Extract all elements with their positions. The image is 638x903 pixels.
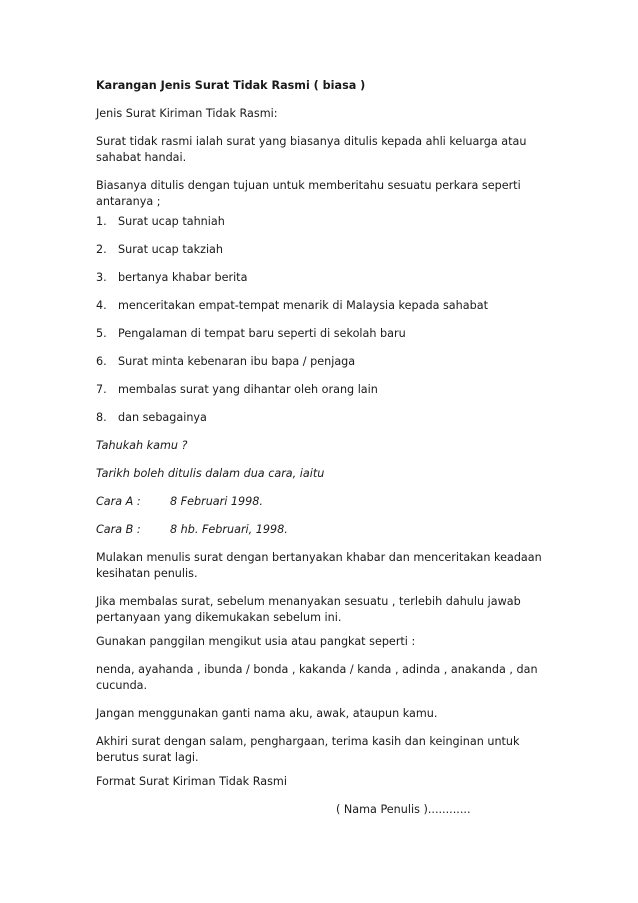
list-item: [96, 242, 223, 258]
akhiri-line-2: berutus surat lagi.: [96, 751, 199, 764]
list-item: [96, 298, 488, 314]
mulakan-line-1: Mulakan menulis surat dengan bertanyakan khabar dan menceritakan keadaan: [96, 551, 542, 564]
intro-line-2: sahabat handai.: [96, 151, 187, 164]
jika-line-2: pertanyaan yang dikemukakan sebelum ini.: [96, 611, 342, 624]
jika-line-1: Jika membalas surat, sebelum menanyakan sesuatu , terlebih dahulu jawab: [96, 595, 521, 608]
list-text: Surat minta kebenaran ibu bapa / penjaga: [118, 355, 356, 368]
list-text: membalas surat yang dihantar oleh orang lain: [118, 383, 378, 396]
list-text: bertanya khabar berita: [118, 271, 248, 284]
panggilan-line-1: nenda, ayahanda , ibunda / bonda , kakanda / kanda , adinda , anakanda , dan: [96, 663, 538, 676]
nama-penulis: ( Nama Penulis )............: [336, 803, 471, 816]
list-number: 1.: [96, 215, 107, 228]
tahukah-heading: Tahukah kamu ?: [96, 439, 188, 452]
cara-a-value: 8 Februari 1998.: [170, 495, 263, 508]
list-number: 5.: [96, 327, 107, 340]
jangan-text: Jangan menggunakan ganti nama aku, awak, ataupun kamu.: [96, 707, 438, 720]
panggilan-line-2: cucunda.: [96, 679, 148, 692]
list-number: 3.: [96, 271, 107, 284]
cara-b-value: 8 hb. Februari, 1998.: [170, 523, 288, 536]
list-text: Pengalaman di tempat baru seperti di sekolah baru: [118, 327, 406, 340]
document-title: Karangan Jenis Surat Tidak Rasmi ( biasa ): [96, 79, 366, 92]
purpose-line-1: Biasanya ditulis dengan tujuan untuk memberitahu sesuatu perkara seperti: [96, 179, 521, 192]
cara-b: [96, 522, 288, 538]
list-text: dan sebagainya: [118, 411, 207, 424]
list-item: [96, 270, 247, 286]
cara-b-label: Cara B :: [96, 523, 141, 536]
mulakan-line-2: kesihatan penulis.: [96, 567, 198, 580]
cara-a: [96, 494, 263, 510]
list-item: [96, 326, 406, 342]
cara-a-label: Cara A :: [96, 495, 141, 508]
tarikh-intro: Tarikh boleh ditulis dalam dua cara, iaitu: [96, 467, 325, 480]
list-number: 4.: [96, 299, 107, 312]
list-text: menceritakan empat-tempat menarik di Malaysia kepada sahabat: [118, 299, 488, 312]
purpose-line-2: antaranya ;: [96, 195, 161, 208]
intro-line-1: Surat tidak rasmi ialah surat yang biasanya ditulis kepada ahli keluarga atau: [96, 135, 527, 148]
list-text: Surat ucap tahniah: [118, 215, 225, 228]
list-item: [96, 354, 355, 370]
list-item: [96, 382, 378, 398]
format-heading: Format Surat Kiriman Tidak Rasmi: [96, 775, 287, 788]
list-number: 2.: [96, 243, 107, 256]
list-item: [96, 214, 225, 230]
list-item: [96, 410, 207, 426]
subtitle: Jenis Surat Kiriman Tidak Rasmi:: [96, 107, 278, 120]
gunakan-text: Gunakan panggilan mengikut usia atau pangkat seperti :: [96, 635, 416, 648]
list-number: 7.: [96, 383, 107, 396]
akhiri-line-1: Akhiri surat dengan salam, penghargaan, terima kasih dan keinginan untuk: [96, 735, 520, 748]
list-text: Surat ucap takziah: [118, 243, 223, 256]
list-number: 6.: [96, 355, 107, 368]
list-number: 8.: [96, 411, 107, 424]
